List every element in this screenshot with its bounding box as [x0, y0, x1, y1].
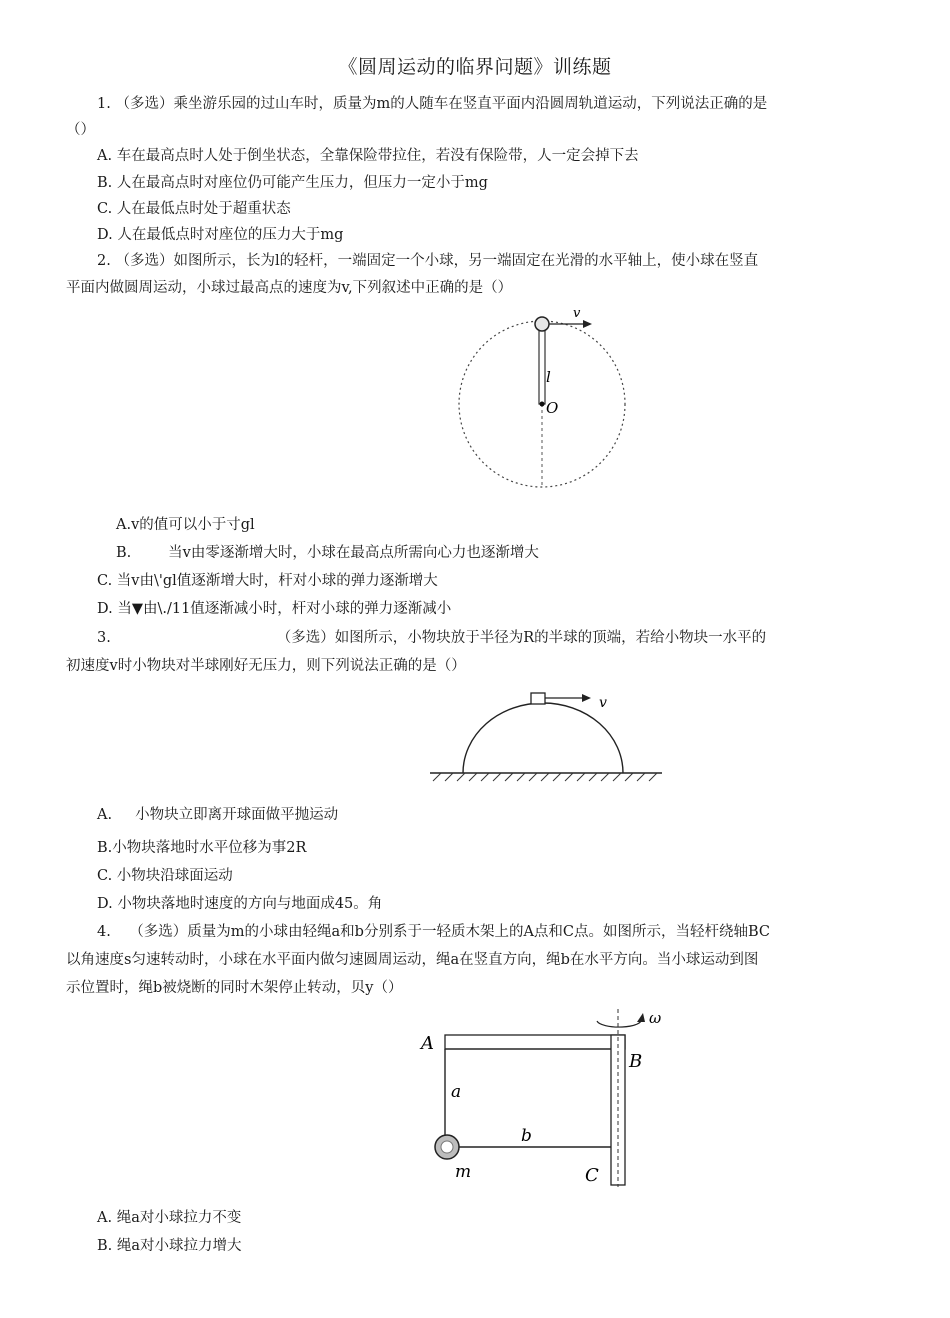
q4-option-a: A. 绳a对小球拉力不变: [97, 1210, 242, 1226]
point-label-a: A: [421, 1033, 434, 1054]
horizontal-beam: [445, 1035, 625, 1049]
ground-hatching: [433, 773, 657, 781]
rotation-arrowhead: [637, 1013, 645, 1022]
q3-option-d: D. 小物块落地时速度的方向与地面成45。角: [97, 896, 383, 912]
q2-option-d: D. 当▼由\./11值逐渐减小时，杆对小球的弹力逐渐减小: [97, 601, 452, 617]
q4-stem-line-2: 以角速度s匀速转动时，小球在水平面内做匀速圆周运动，绳a在竖直方向，绳b在水平方向。当小球运动到图: [66, 952, 759, 968]
velocity-label: v: [573, 306, 581, 321]
q1-option-d: D. 人在最低点时对座位的压力大于mg: [97, 227, 344, 243]
q2-stem-line-2: 平面内做圆周运动，小球过最高点的速度为v,下列叙述中正确的是（）: [66, 280, 513, 296]
q3-stem-line-2: 初速度v时小物块对半球刚好无压力，则下列说法正确的是（）: [66, 658, 466, 674]
axis-point-o: [540, 402, 545, 407]
q4-stem-line-1: 4. （多选）质量为m的小球由轻绳a和b分别系于一轻质木架上的A点和C点。如图所示，当轻杆绕轴BC: [97, 924, 771, 940]
rope-label-b: b: [521, 1126, 532, 1146]
light-rod: [539, 328, 545, 404]
q2-option-c: C. 当v由\'gl值逐渐增大时，杆对小球的弹力逐渐增大: [97, 573, 438, 589]
velocity-arrowhead: [582, 694, 591, 702]
axis-label-o: O: [546, 399, 559, 417]
small-block: [531, 693, 545, 704]
velocity-label: v: [599, 695, 607, 711]
q2-option-a: A.v的值可以小于寸gl: [116, 517, 255, 533]
q1-option-c: C. 人在最低点时处于超重状态: [97, 201, 291, 217]
omega-label: ω: [649, 1009, 662, 1027]
q3-figure-hemisphere: [425, 685, 670, 785]
ball-label-m: m: [455, 1162, 472, 1182]
q1-stem-line-1: 1. （多选）乘坐游乐园的过山车时，质量为m的人随车在竖直平面内沿圆周轨道运动，下列说法正确的是: [97, 96, 768, 112]
q1-option-a: A. 车在最高点时人处于倒坐状态，全靠保险带拉住，若没有保险带，人一定会掉下去: [97, 148, 639, 164]
q3-option-a: A. 小物块立即离开球面做平抛运动: [97, 807, 339, 823]
point-label-c: C: [585, 1165, 599, 1186]
q3-stem-line-1: 3. （多选）如图所示，小物块放于半径为R的半球的顶端，若给小物块一水平的: [97, 630, 767, 646]
small-ball: [535, 317, 549, 331]
q4-stem-line-3: 示位置时，绳b被烧断的同时木架停止转动，贝y（）: [66, 980, 403, 996]
page-title: 《圆周运动的临界问题》训练题: [338, 56, 612, 78]
q1-option-b: B. 人在最高点时对座位仍可能产生压力，但压力一定小于mg: [97, 175, 488, 191]
point-label-b: B: [629, 1051, 643, 1072]
q1-stem-line-2: （）: [66, 122, 95, 138]
rotation-arrow: [597, 1019, 641, 1027]
q4-option-b: B. 绳a对小球拉力增大: [97, 1238, 242, 1254]
q3-option-c: C. 小物块沿球面运动: [97, 868, 233, 884]
rod-length-label: l: [546, 368, 551, 386]
q2-stem-line-1: 2. （多选）如图所示，长为l的轻杆，一端固定一个小球，另一端固定在光滑的水平轴上，使小球在竖直: [97, 253, 759, 269]
rope-label-a: a: [451, 1082, 462, 1102]
q2-figure-rod-circle: [440, 300, 650, 500]
q2-option-b: B. 当v由零逐渐增大时，小球在最高点所需向心力也逐渐增大: [116, 545, 539, 561]
q4-figure-rotating-frame: [415, 1005, 685, 1195]
hemisphere-arc: [463, 703, 623, 773]
q3-option-b: B.小物块落地时水平位移为事2R: [97, 840, 307, 856]
velocity-arrowhead: [583, 320, 592, 328]
